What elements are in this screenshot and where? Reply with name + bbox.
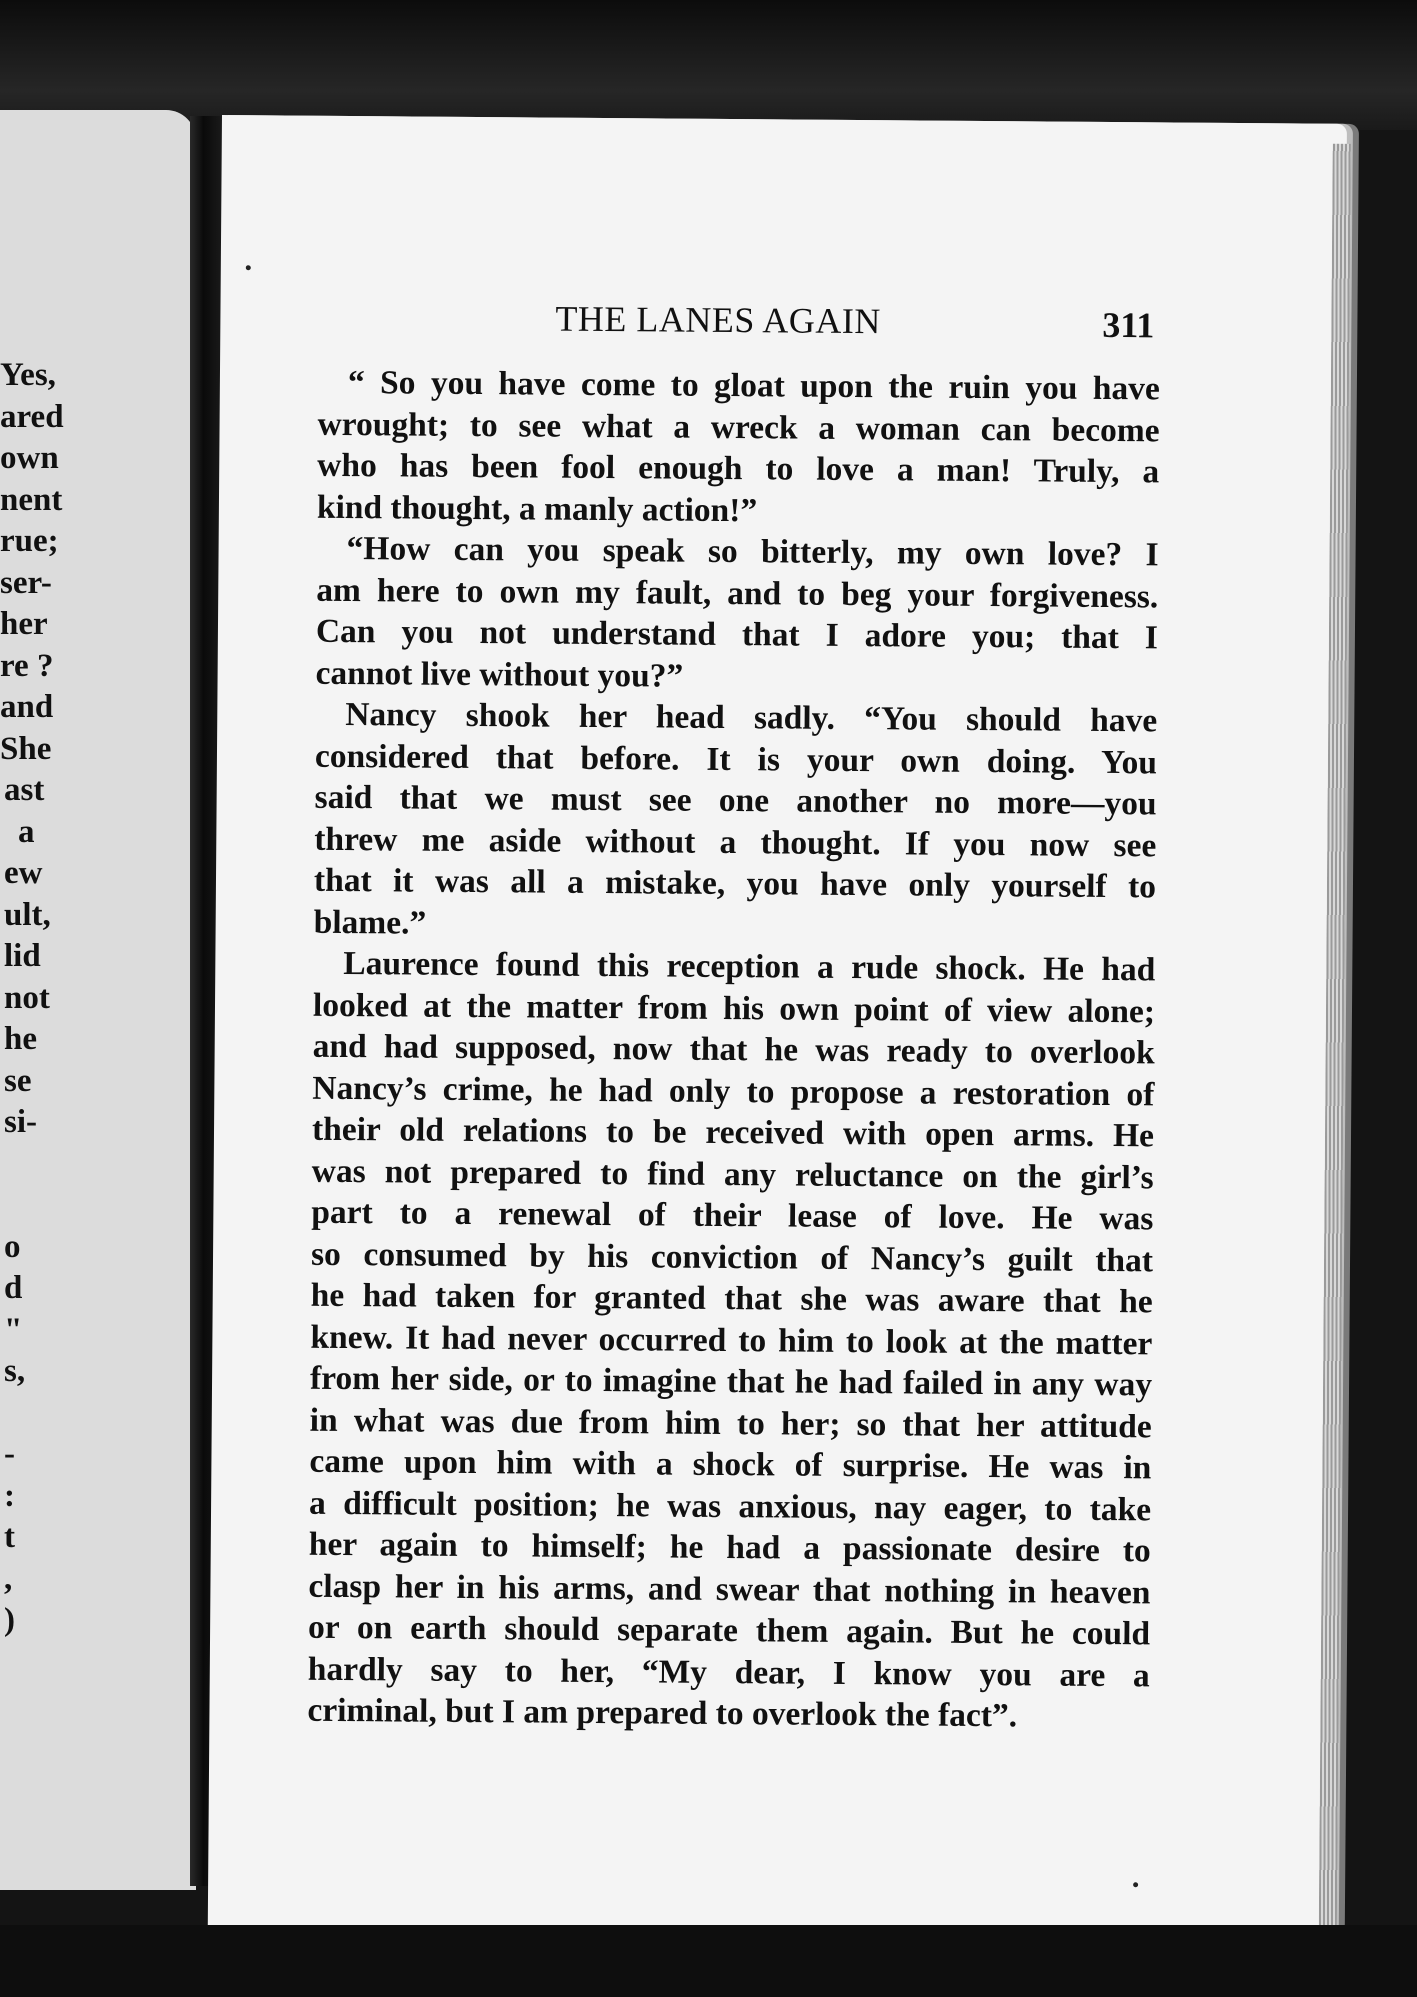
text-line: who has been fool enough to love a man! Truly, a — [317, 446, 1160, 491]
text-line: criminal, but I am prepared to overlook the fact”. — [307, 1691, 1018, 1735]
text-line: blame.” — [313, 903, 427, 942]
left-fragment: s, — [4, 1353, 26, 1389]
left-fragment: She — [0, 730, 52, 767]
left-fragment: d — [4, 1270, 23, 1306]
left-fragment: ew — [4, 855, 43, 891]
right-page — [208, 115, 1347, 1954]
left-fragment: ast — [4, 772, 45, 808]
left-fragment: - — [4, 1436, 15, 1472]
text-line: looked at the matter from his own point of view alone; — [312, 986, 1156, 1030]
left-fragment: t — [4, 1519, 15, 1555]
left-fragment: " — [4, 1311, 23, 1348]
left-fragment: he — [4, 1021, 37, 1057]
left-page — [0, 110, 196, 1890]
text-line: “How can you speak so bitterly, my own love? I — [346, 529, 1159, 574]
text-line: Can you not understand that I adore you; that I — [315, 612, 1159, 657]
left-fragment: not — [4, 979, 50, 1016]
text-line: wrought; to see what a wreck a woman can become — [317, 405, 1160, 449]
left-fragment: rue; — [0, 523, 59, 559]
text-line: from her side, or to imagine that he had failed in any way — [309, 1359, 1153, 1404]
text-line: Laurence found this reception a rude shock. He had — [343, 944, 1156, 989]
text-line: he had taken for granted that she was aware that he — [310, 1276, 1153, 1321]
page-header — [220, 295, 1360, 364]
text-line: “ So you have come to gloat upon the ruin you have — [347, 363, 1161, 408]
left-fragment: se — [4, 1062, 32, 1099]
text-line: considered that before. It is your own doing. You — [314, 737, 1158, 781]
left-page-text-fragments — [0, 355, 190, 1642]
left-fragment: ult, — [4, 896, 51, 933]
left-fragment: ) — [4, 1602, 15, 1638]
left-fragment: nent — [0, 481, 63, 518]
left-fragment: lid — [4, 938, 41, 974]
left-fragment — [0, 1185, 190, 1227]
text-line: was not prepared to find any reluctance on the girl’s — [311, 1152, 1154, 1196]
left-fragment: si- — [4, 1104, 37, 1140]
speck — [1133, 1882, 1138, 1887]
page-edge — [1319, 144, 1351, 1944]
left-fragment: o — [4, 1228, 21, 1265]
text-line: in what was due from him to her; so that her attitude — [309, 1401, 1152, 1445]
left-fragment: and — [0, 689, 54, 725]
running-head: THE LANES AGAIN — [555, 298, 882, 342]
left-fragment: own — [0, 440, 59, 476]
text-line: clasp her in his arms, and swear that nothing in heaven — [308, 1567, 1151, 1611]
scanner-background-bottom — [0, 1925, 1417, 1997]
text-line: said that we must see one another no more—you — [314, 778, 1157, 823]
left-fragment — [0, 1393, 190, 1435]
left-fragment: : — [4, 1477, 15, 1514]
left-fragment: ser- — [0, 564, 52, 601]
left-fragment: Yes, — [0, 357, 56, 393]
text-line: and had supposed, now that he was ready to overlook — [312, 1027, 1155, 1072]
text-line: threw me aside without a thought. If you now see — [314, 820, 1157, 864]
text-line: am here to own my fault, and to beg your forgiveness. — [316, 571, 1159, 615]
text-line: that it was all a mistake, you have only yourself to — [313, 861, 1157, 906]
text-line: cannot live without you?” — [315, 654, 684, 695]
body-text — [307, 362, 1160, 1738]
left-fragment: , — [4, 1560, 13, 1597]
text-line: hardly say to her, “My dear, I know you are a — [307, 1650, 1150, 1694]
text-line: her again to himself; he had a passionate desire to — [308, 1525, 1151, 1570]
left-fragment: a — [18, 813, 35, 850]
text-line: Nancy’s crime, he had only to propose a restoration of — [312, 1069, 1155, 1113]
left-fragment — [0, 1144, 190, 1186]
page-number: 311 — [1102, 304, 1155, 346]
text-line: came upon him with a shock of surprise. He was in — [309, 1442, 1152, 1487]
text-line: Nancy shook her head sadly. “You should have — [345, 695, 1158, 740]
text-line: kind thought, a manly action!” — [316, 488, 758, 529]
text-line: part to a renewal of their lease of love. He was — [311, 1193, 1154, 1238]
text-line: so consumed by his conviction of Nancy’s guilt that — [310, 1235, 1154, 1279]
speck — [246, 265, 251, 270]
left-fragment: ared — [0, 398, 64, 435]
text-line: a difficult position; he was anxious, nay eager, to take — [308, 1484, 1152, 1528]
scanner-background-top — [0, 0, 1417, 130]
text-line: their old relations to be received with open arms. He — [311, 1110, 1155, 1155]
text-line: knew. It had never occurred to him to look at the matter — [310, 1318, 1153, 1362]
left-fragment: re ? — [0, 647, 54, 684]
text-line: or on earth should separate them again. But he could — [307, 1608, 1151, 1653]
left-fragment: her — [0, 606, 48, 642]
